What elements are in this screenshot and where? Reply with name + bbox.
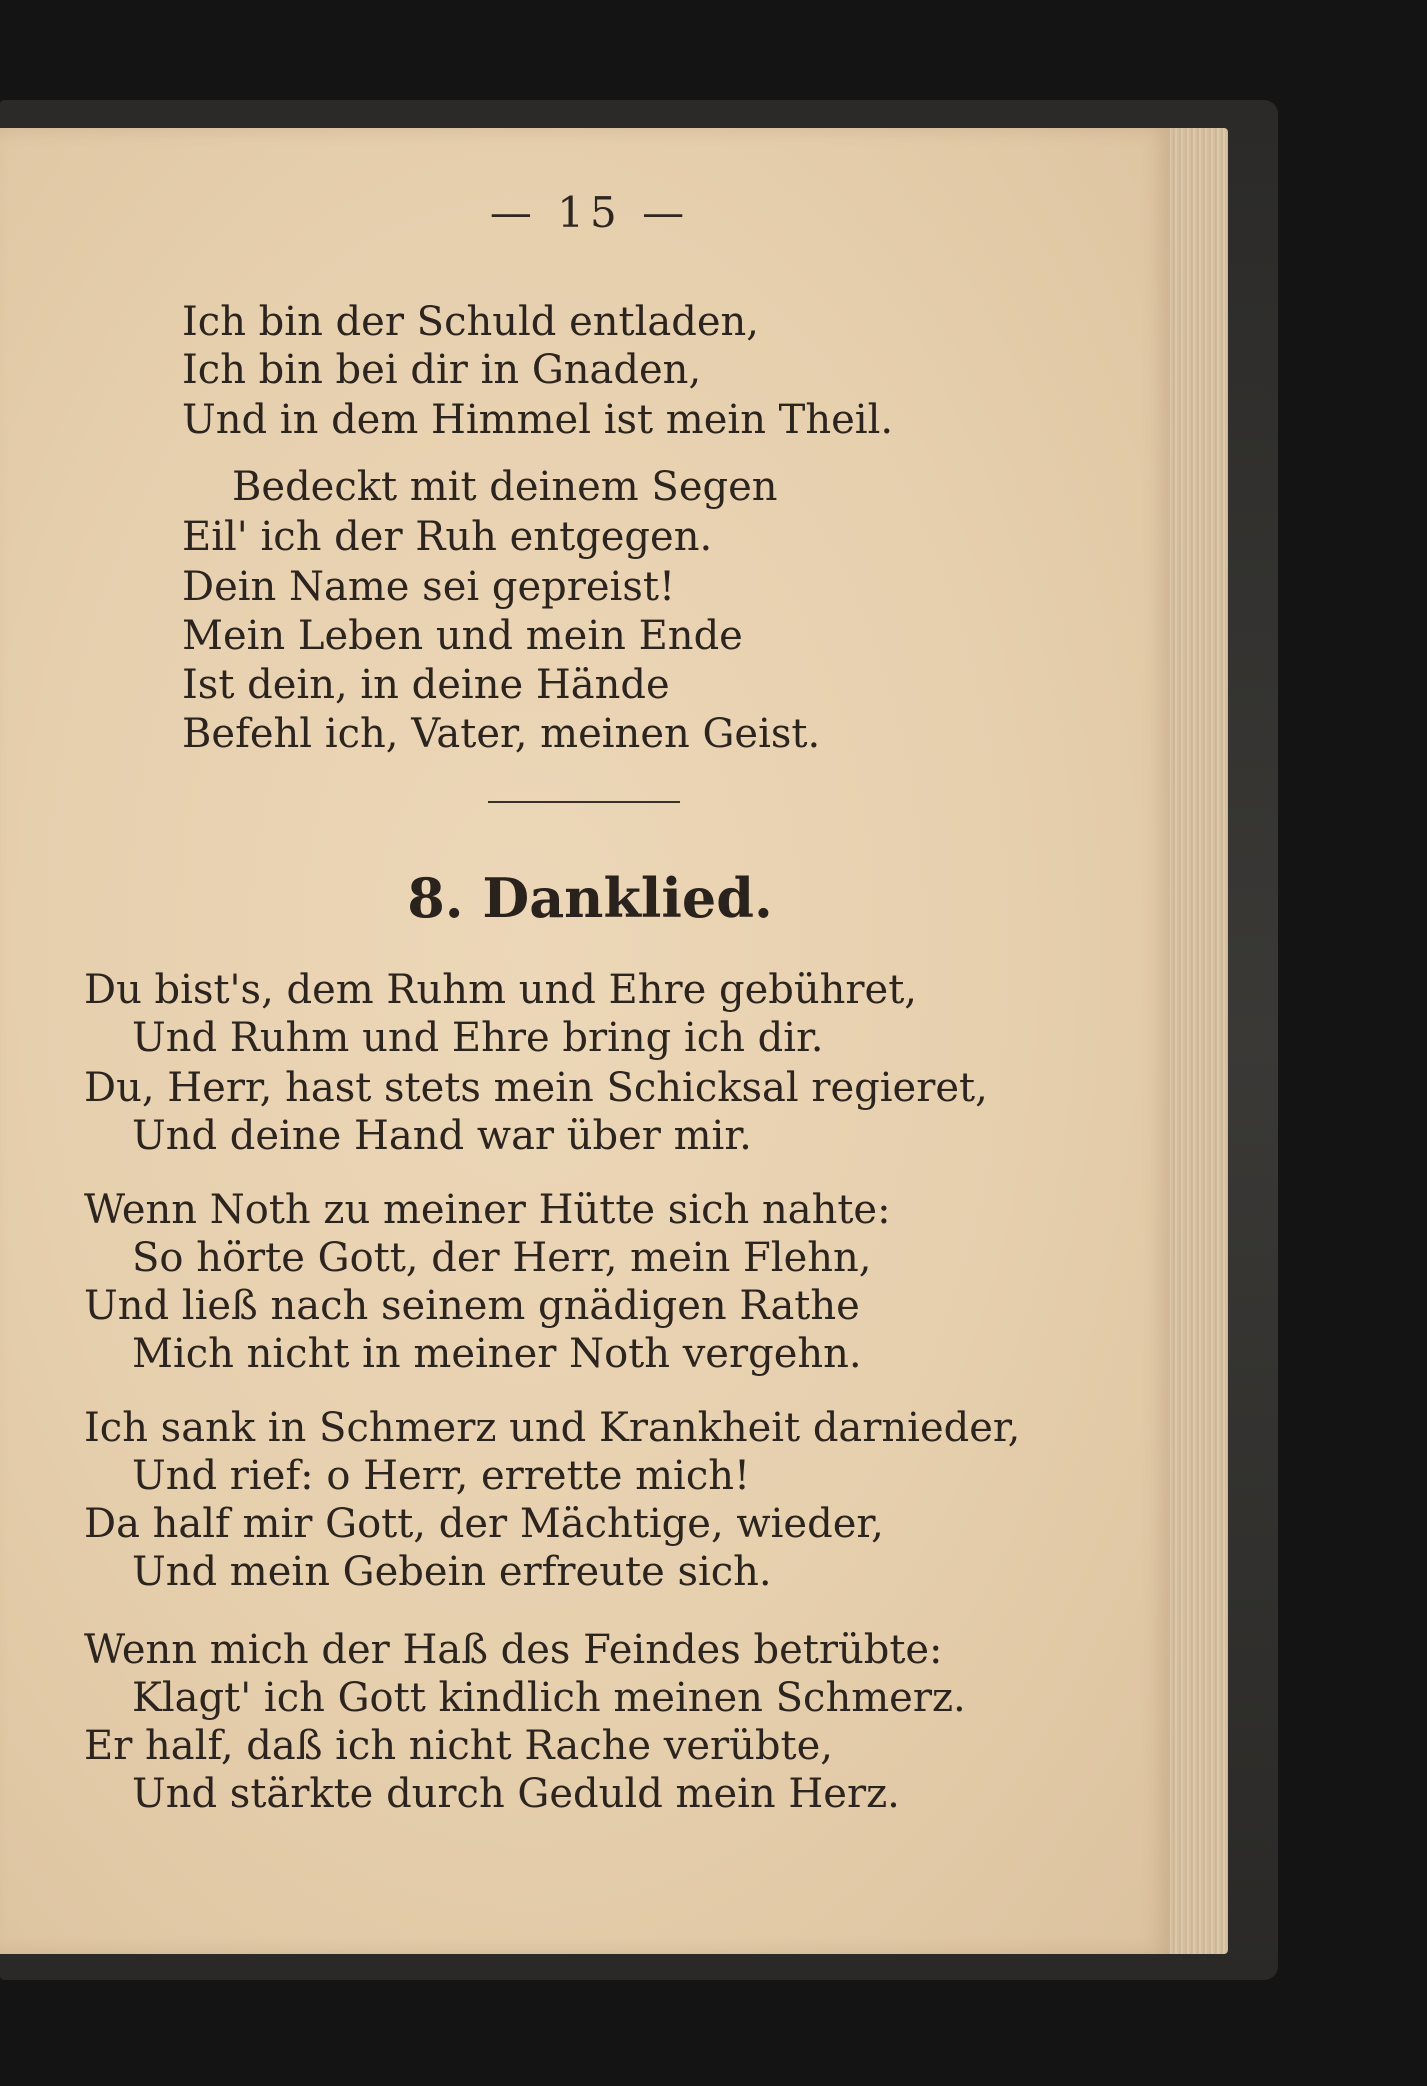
hymn-verses	[0, 128, 1170, 1954]
poem-line: Bedeckt mit deinem Segen	[232, 464, 778, 510]
hymn-title: 8. Danklied.	[407, 866, 773, 930]
book-page	[0, 128, 1170, 1954]
verse-line: Du bist's, dem Ruhm und Ehre gebühret,	[84, 967, 918, 1013]
verse-line: Da half mir Gott, der Mächtige, wieder,	[84, 1501, 884, 1547]
poem-line: Dein Name sei gepreist!	[182, 564, 676, 610]
poem-line: Mein Leben und mein Ende	[182, 613, 743, 659]
verse-line: Und mein Gebein erfreute sich.	[132, 1549, 772, 1595]
poem-line: Ich bin der Schuld entladen,	[182, 299, 760, 345]
verse-line: Und rief: o Herr, errette mich!	[132, 1453, 751, 1499]
verse-line: So hörte Gott, der Herr, mein Flehn,	[132, 1235, 872, 1281]
poem-line: Und in dem Himmel ist mein Theil.	[182, 397, 894, 443]
verse-line: Und ließ nach seinem gnädigen Rathe	[84, 1283, 860, 1329]
verse-line: Du, Herr, hast stets mein Schicksal regieret,	[84, 1065, 988, 1111]
verse-line: Und stärkte durch Geduld mein Herz.	[132, 1771, 900, 1817]
poem-line: Eil' ich der Ruh entgegen.	[182, 514, 713, 560]
verse-line: Wenn mich der Haß des Feindes betrübte:	[84, 1627, 943, 1673]
page-number: — 15 —	[489, 188, 691, 237]
verse-line: Er half, daß ich nicht Rache verübte,	[84, 1723, 833, 1769]
poem-line: Befehl ich, Vater, meinen Geist.	[182, 711, 821, 757]
poem-line: Ich bin bei dir in Gnaden,	[182, 347, 702, 393]
verse-line: Und deine Hand war über mir.	[132, 1113, 752, 1159]
verse-line: Wenn Noth zu meiner Hütte sich nahte:	[84, 1187, 891, 1233]
verse-line: Mich nicht in meiner Noth vergehn.	[132, 1331, 862, 1377]
verse-line: Ich sank in Schmerz und Krankheit darnieder,	[84, 1405, 1021, 1451]
page-edges	[1160, 128, 1228, 1954]
poem-line: Ist dein, in deine Hände	[182, 662, 670, 708]
verse-line: Klagt' ich Gott kindlich meinen Schmerz.	[132, 1675, 966, 1721]
verse-line: Und Ruhm und Ehre bring ich dir.	[132, 1015, 824, 1061]
